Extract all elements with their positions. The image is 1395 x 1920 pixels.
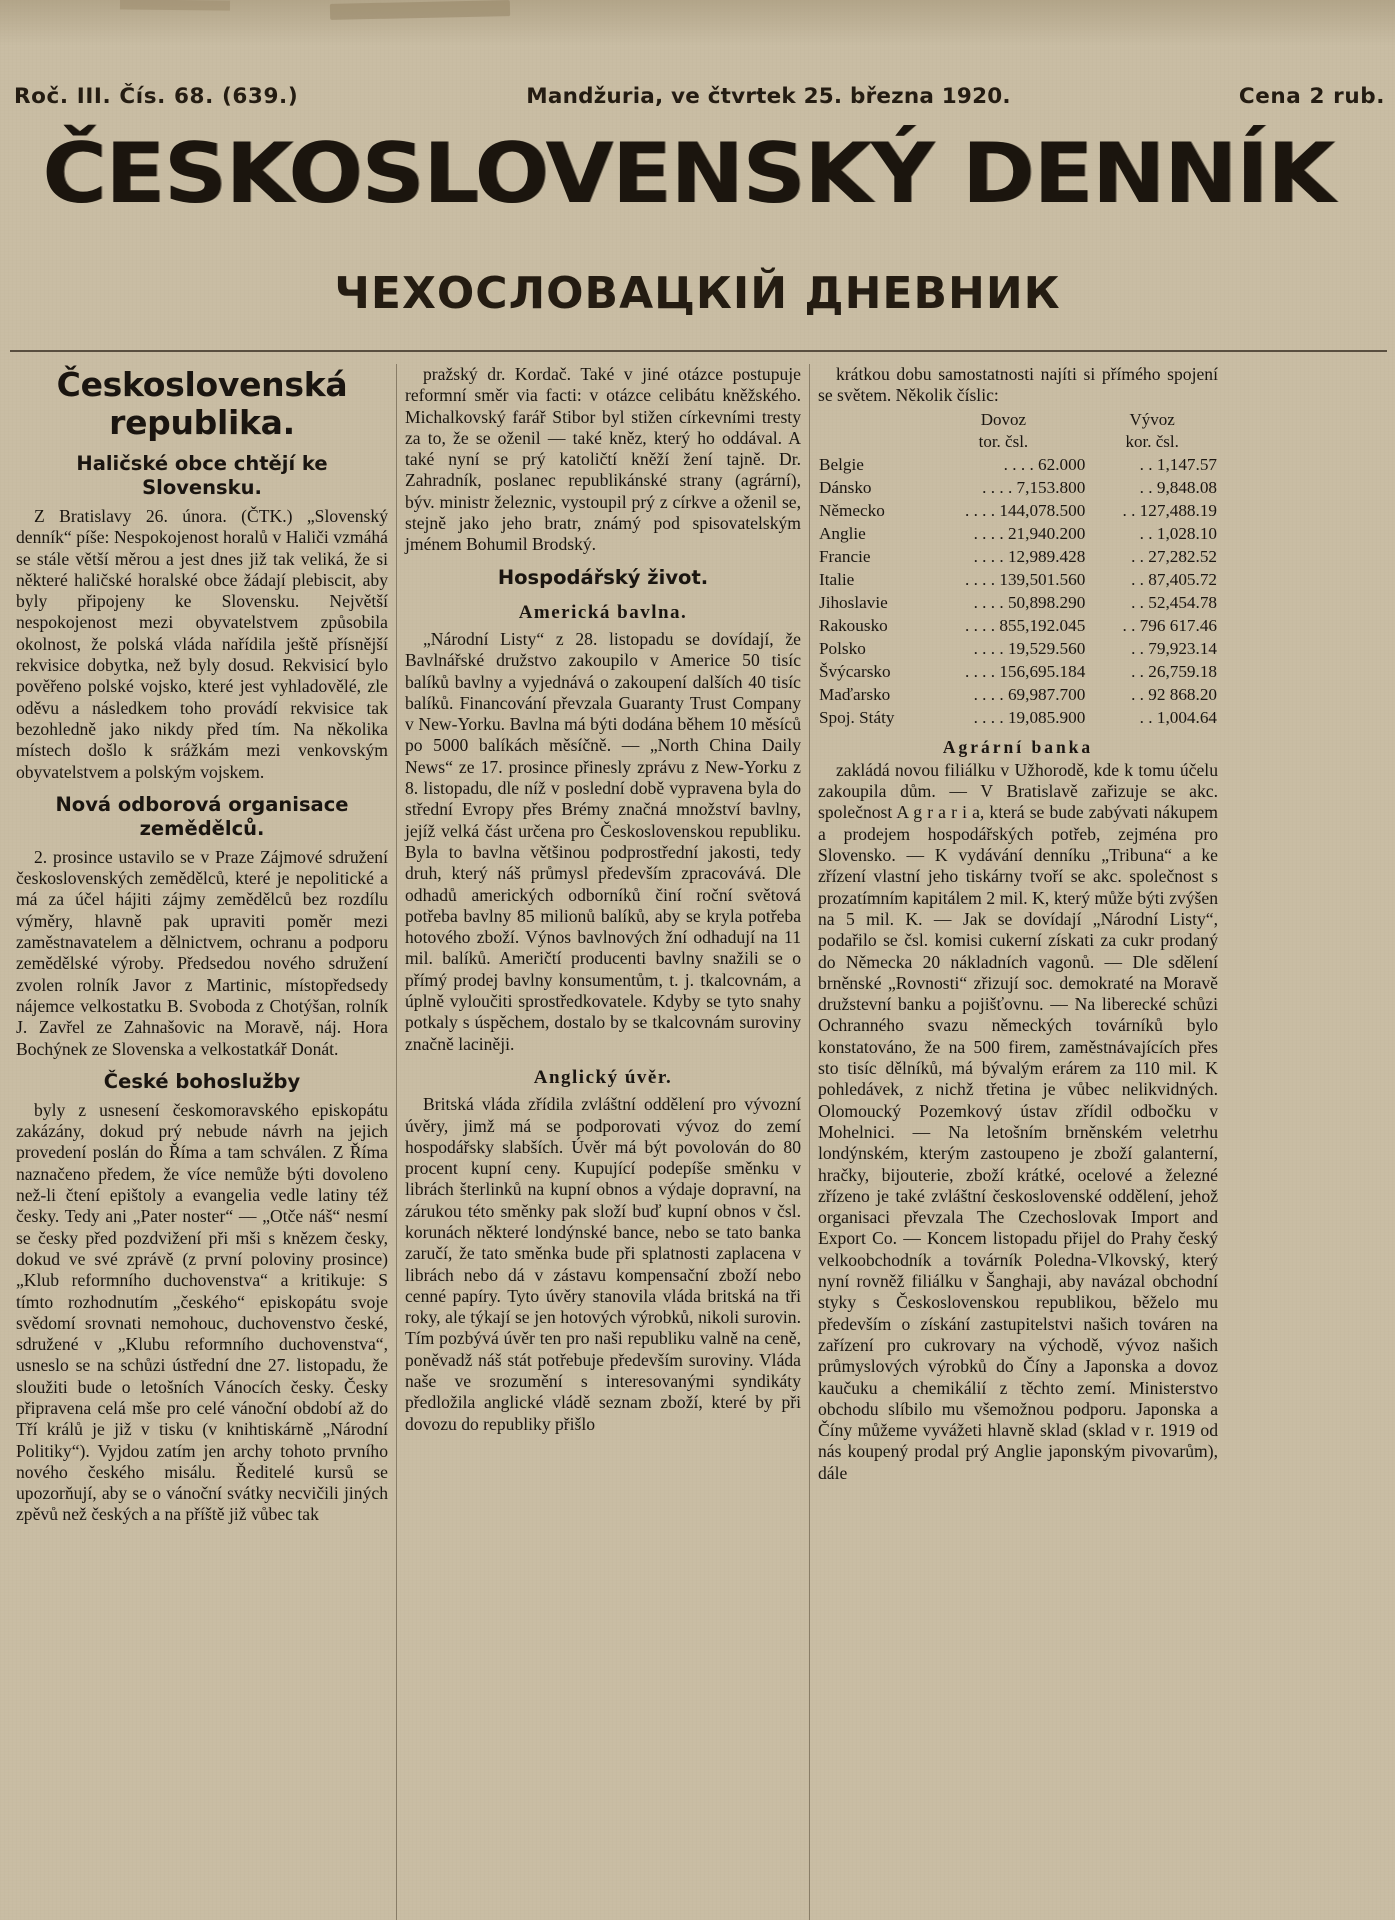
article-paragraph: „Národní Listy“ z 28. listopadu se dovídají, že Bavlnářské družstvo zakoupilo v Americe 50 tisíc balíků bavlny a vyjednává o zakoupení dalších 40 tisíc balíků. Financování převzala Guaranty Trust Company v New-Yorku. Bavlna má býti dodána během 10 měsíců po 5000 balíkách měsíčně. — „North China Daily News“ ze 17. prosince přinesly zprávu z New-Yorku z 8. listopadu, dle níž v poslední době vypravena byla do střední Evropy přes Brémy značná množství bavlny, jejíž velká část určena pro Československou republiku. Byla to bavlna většinou podprostřední jakosti, tedy druh, který náš průmysl především zpracovává. Dle odhadů amerických odborníků činí roční světová potřeba bavlny 85 milionů balíků, aby se kryla potřeba hotového zboží. Výnos bavlnových žní odhadují na 11 mil. balíků. Američtí producenti bavlny snažili se o přímý prodej bavlny konsumentům, t. j. tkalcovnám, a úplně vyloučiti sprostředkovatele. Kdyby se tyto snahy potkaly s úspěchem, dostalo by se tkalcovnám suroviny značně laciněji. (405, 628, 801, 1054)
table-cell-country: Dánsko (819, 477, 872, 497)
article-paragraph: 2. prosince ustavilo se v Praze Zájmové sdružení československých zemědělců, které je nepolitické a má za účel hájiti zájmy zemědělců bez rozdílu výměry, hlavně pak upraviti poměr mezi zaměstnavatelem a dělnictvem, ochranu a podporu zemědělské výroby. Předsedou nového sdružení zvolen rolník Javor z Martinic, místopředsedy nájemce velkostatku B. Svoboda z Chotýšan, rolník J. Zavřel ze Zahnašovic na Moravě, náj. Hora Bochýnek ze Slovenska a velkostatkář Donát. (16, 846, 388, 1059)
newspaper-title-russian: ЧЕХОСЛОВАЦКІЙ ДНЕВНИК (334, 268, 1061, 319)
table-col-country (818, 409, 920, 431)
table-cell-country: Rakousko (819, 615, 888, 635)
table-cell-dovoz: . . . . 50,898.290 (973, 592, 1086, 612)
subheadline-galician-villages: Haličské obce chtějí ke Slovensku. (76, 452, 328, 499)
table-cell-dovoz: . . . . 19,529.560 (973, 638, 1086, 658)
table-cell-dovoz: . . . . 12,989.428 (973, 546, 1086, 566)
table-cell-country: Francie (819, 546, 871, 566)
table-cell-vyvoz: . . 9,848.08 (1139, 477, 1217, 497)
issue-price: Cena 2 rub. (1238, 84, 1385, 109)
table-cell-dovoz: . . . . 62.000 (1003, 454, 1086, 474)
table-col-vyvoz-label: Vývoz (1129, 409, 1175, 429)
table-cell-dovoz: . . . . 156,695.184 (964, 661, 1086, 681)
table-cell-country: Švýcarsko (819, 661, 891, 681)
table-row (818, 499, 1218, 522)
article-paragraph: Z Bratislavy 26. února. (ČTK.) „Slovenský denník“ píše: Nespokojenost horalů v Haliči vzmáhá se stále větší měrou a jest dnes již tak veliká, že si některé haličské horalské obce žádají plebiscit, aby byly připojeny ke Slovensku. Největší nespokojenost mezi obyvatelstvem způsobila okolnost, že polská vláda nařídila ještě přísnější rekvisice dobytka, než byly dosud. Rekvisicí bylo pověřeno polské vojsko, které jest vyhladovělé, zle oděvu a následkem toho provádí rekvisice tak bezohledně jako nikdy před tím. Na několika místech došlo k srážkám mezi venkovským obyvatelstvem a polským vojskem. (16, 506, 388, 782)
table-cell-country: Spoj. Státy (819, 707, 895, 727)
table-row (818, 568, 1218, 591)
subheadline-czech-services: České bohoslužby (103, 1069, 301, 1093)
table-cell-country: Jihoslavie (819, 592, 888, 612)
column-1 (8, 364, 396, 1920)
headline-czechoslovak-republic: Československá republika. (56, 365, 348, 442)
table-row (818, 476, 1218, 499)
table-row (818, 660, 1218, 683)
article-paragraph: pražský dr. Kordač. Také v jiné otázce postupuje reformní směr via facti: v otázce celibátu kněžského. Michalkovský farář Stibor byl stižen církevními tresty za to, že se oženil — také kněz, který ho oddával. A také nyní se prý katoličtí kněží žení tajně. Dr. Zahradník, poslanec republikánské strany (agrární), býv. ministr železnic, vystoupil prý z církve a oženil se, stejně jako jeho bratr, známý pod spisovatelským jménem Bohumil Brodský. (405, 364, 801, 555)
subheadline-english-credit: Anglický úvěr. (533, 1066, 673, 1088)
table-row (818, 545, 1218, 568)
table-cell-dovoz: . . . . 21,940.200 (973, 523, 1086, 543)
table-row (818, 591, 1218, 614)
table-cell-country: Italie (819, 569, 855, 589)
newspaper-title: ČESKOSLOVENSKÝ DENNÍK (42, 125, 1334, 222)
table-cell-dovoz: . . . . 7,153.800 (982, 477, 1086, 497)
table-cell-vyvoz: . . 1,147.57 (1139, 454, 1217, 474)
table-cell-vyvoz: . . 26,759.18 (1131, 661, 1217, 681)
table-cell-vyvoz: . . 87,405.72 (1131, 569, 1217, 589)
table-cell-vyvoz: . . 79,923.14 (1131, 638, 1217, 658)
table-row (818, 637, 1218, 660)
article-paragraph: byly z usnesení českomoravského episkopátu zakázány, dokud prý nebude návrh na jejich provedení poslán do Říma a tam schválen. Z Říma naznačeno předem, že více nemůže býti dovoleno než-li čtení epištoly a evangelia vedle latiny též česky. Tedy ani „Pater noster“ — „Otče náš“ nesmí se česky před pozdvižení při mši s knězem česky, dokud ve své zprávě (z první poloviny prosince) „Klub reformního duchovenstva“ a kritikuje: S tímto rozhodnutím „českého“ episkopátu svoje svědomí srovnati nemohouc, duchovenstvo české, sdružené v „Klubu reformního duchovenstva“, usneslo se na schůzi ústřední dne 27. listopadu, že sloužiti bude o letošních Vánocích česky. Česky připravena celá mše pro celé vánoční období až do Tří králů je již v tisku (v knihtiskárně „Národní Politiky“). Vyjdou zatím jen archy tohoto prvního nového českého misálu. Ředitelé kursů se upozorňují, aby se o vánoční svátky necvičili jiných zpěvů než českých a na příště již vůbec tak (16, 1099, 388, 1525)
article-columns (8, 364, 1390, 1920)
table-cell-country: Anglie (819, 523, 866, 543)
table-cell-dovoz: . . . . 144,078.500 (964, 500, 1086, 520)
table-body (818, 453, 1218, 729)
article-paragraph: zakládá novou filiálku v Užhorodě, kde k tomu účelu zakoupila dům. — V Bratislavě zařizuje se akc. společnost A g r a r i a, která se bude zabývati nákupem a prodejem hospodářských potřeb, zejména pro Slovensko. — K vydávání denníku „Tribuna“ a ke zřízení vlastní jeho tiskárny tvoří se akc. společnost s prozatímním kapitálem 2 mil. K, který může býti zvýšen na 5 mil. K. — Jak se dovídají „Národní Listy“, podařilo se čsl. komisi cukerní získati za cukr prodaný do Německa 20 nákladních vagonů. — Dle sdělení brněnské „Rovnosti“ zřizují soc. demokraté na Moravě družstevní banku a pojišťovnu. — Na liberecké schůzi Ochranného svazu německých továrníků bylo konstatováno, že na 500 firem, zaměstnávajících přes sto tisíc dělníků, má bývalým erárem za 110 mil. K pohledávek, z nichž třetina je vůbec nelikvidných. Olomoucký Pozemkový ústav zřídil odbočku v Mohelnici. — Na letošním brněnském veletrhu londýnském, kterým zastoupeno je zboží galanterní, hračky, bijouterie, zboží krátké, ocelové a železné zřízeno je také zvláštní československé oddělení, jehož organisaci převzala The Czechoslovak Import and Export Co. — Koncem listopadu přijel do Prahy český velkoobchodník a továrník Poledna-Vlkovský, který nyní rovněž filiálku v Šanghaji, aby navázal obchodní styky s Československou republikou, běželo mu především o získání zastupitelstvi našich továren na zařízení pro cukrovary na východě, vývoz našich průmyslových výrobků do Číny a Japonska a dovoz kaučuku a chemikálií z těchto zemí. Ministerstvo obchodu slíbilo mu všemožnou podporu. Japonska a Číny můžeme vyvážeti hlavně sklad (sklad v r. 1919 od nás koupený prodal prý Anglie japonským pivovarům), dále (818, 759, 1218, 1483)
table-cell-vyvoz: . . 52,454.78 (1131, 592, 1217, 612)
table-header-row (818, 409, 1218, 431)
table-col-dovoz-label: Dovoz (980, 409, 1027, 429)
table-cell-dovoz: . . . . 69,987.700 (973, 684, 1086, 704)
table-cell-vyvoz: . . 1,004.64 (1139, 707, 1217, 727)
subheadline-economic-life: Hospodářský život. (497, 565, 709, 589)
table-row (818, 614, 1218, 637)
issue-number: Roč. III. Čís. 68. (639.) (14, 84, 299, 109)
table-cell-dovoz: . . . . 139,501.560 (964, 569, 1086, 589)
table-unit-row (818, 431, 1218, 453)
table-cell-vyvoz: . . 92 868.20 (1131, 684, 1217, 704)
table-cell-vyvoz: . . 796 617.46 (1122, 615, 1217, 635)
subheadline-new-union: Nová odborová organisace zemědělců. (55, 792, 349, 840)
column-2 (396, 364, 810, 1920)
table-cell-country: Belgie (819, 454, 864, 474)
table-cell-vyvoz: . . 127,488.19 (1122, 500, 1217, 520)
table-cell-vyvoz: . . 27,282.52 (1131, 546, 1217, 566)
table-cell-country: Německo (819, 500, 885, 520)
article-paragraph: krátkou dobu samostatnosti najíti si přímého spojení se světem. Několik číslic: (818, 364, 1218, 406)
table-cell-vyvoz: . . 1,028.10 (1139, 523, 1217, 543)
table-unit-left: tor. čsl. (978, 431, 1029, 451)
subheadline-american-cotton: Americká bavlna. (518, 601, 688, 623)
table-cell-country: Polsko (819, 638, 866, 658)
table-cell-dovoz: . . . . 19,085.900 (973, 707, 1086, 727)
table-cell-dovoz: . . . . 855,192.045 (964, 615, 1086, 635)
table-cell-country: Maďarsko (819, 684, 891, 704)
subheadline-agrarian-bank: Agrární banka (942, 736, 1094, 757)
table-row (818, 522, 1218, 545)
table-row (818, 706, 1218, 729)
table-unit-right: kor. čsl. (1125, 431, 1179, 451)
article-paragraph: Britská vláda zřídila zvláštní oddělení pro vývozní úvěry, jimž má se podporovati vývoz do zemí hospodářsky slabších. Úvěr má být povolován do 80 procent kupní ceny. Kupující podepíše směnku v librách šterlinků na kupní obnos a výdaje dopravní, na zárukou této směnky pak složí buď kupní obnos v čsl. korunách některé londýnské bance, nebo se tato banka zaručí, že tato směnka bude při splatnosti zaplacena v librách nebo dá v zástavu kompensační zboží nebo cenné papíry. Tyto úvěry stanovila vláda britská na tři roky, ale týkají se jen hotových výrobků, nikoli surovin. Tím pozbývá úvěr ten pro naši republiku valně na ceně, poněvadž náš stát potřebuje především suroviny. Vláda naše ve srozumění s interesovanými syndikáty předložila anglické vládě seznam zboží, které by při dovozu do republiky přišlo (405, 1094, 801, 1434)
table-row (818, 683, 1218, 706)
issue-place-date: Mandžuria, ve čtvrtek 25. března 1920. (526, 84, 1011, 109)
masthead-issue-line (14, 84, 1385, 109)
trade-statistics-table (818, 409, 1218, 729)
table-row (818, 453, 1218, 476)
masthead-divider (10, 350, 1387, 352)
column-3 (810, 364, 1226, 1920)
table-unit-blank (818, 431, 920, 453)
